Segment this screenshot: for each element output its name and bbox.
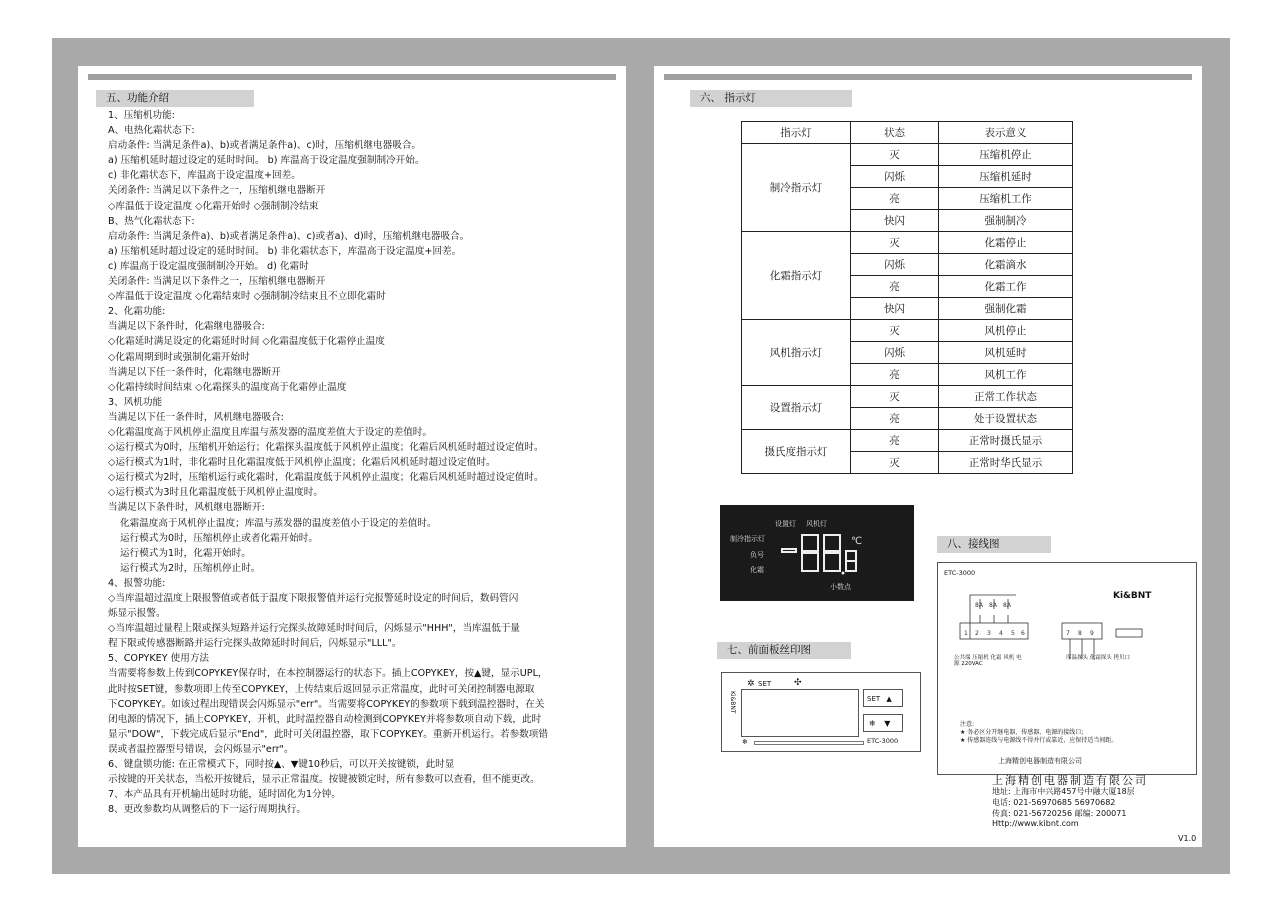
svg-text:6: 6 [1021, 630, 1025, 637]
function-text [108, 108, 628, 817]
svg-text:3: 3 [987, 630, 991, 637]
text-line: 8、更改参数均从调整后的下一运行周期执行。 [108, 804, 306, 816]
indicator-meaning: 压缩机延时 [939, 166, 1073, 188]
display-panel-diagram [720, 505, 914, 601]
indicator-name: 设置指示灯 [742, 386, 851, 430]
set-up-button [863, 689, 903, 707]
indicator-state: 亮 [851, 188, 939, 210]
text-line: 当需要将参数上传到COPYKEY保存时，在本控制器运行的状态下。插上COPYKEY，按▲键，显示UPL， [108, 668, 548, 680]
text-line: 启动条件: 当满足条件a)、b)或者满足条件a)、c)时，压缩机继电器吸合。 [108, 140, 421, 152]
wiring-company: 上海精创电器制造有限公司 [998, 757, 1082, 765]
snowflake-icon: ❄ [869, 719, 876, 728]
wiring-diagram [937, 562, 1197, 775]
text-line: 4、报警功能: [108, 577, 166, 589]
text-line: ◇库温低于设定温度 ◇化霜开始时 ◇强制制冷结束 [108, 200, 319, 212]
text-line: 显示"DOW"，下载完成后显示"End"，此时可关闭温控器，取下COPYKEY。重新开机运行。若参数项错 [108, 728, 548, 740]
text-line: 启动条件: 当满足条件a)、b)或者满足条件a)、c)或者a)、d)时，压缩机继电器吸合。 [108, 230, 470, 242]
text-line: B、热气化霜状态下: [108, 215, 195, 227]
indicator-state: 闪烁 [851, 166, 939, 188]
text-line: 1、压缩机功能: [108, 110, 175, 121]
wiring-lines [958, 585, 1188, 695]
text-line: ◇当库温超过温度上限报警值或者低于温度下限报警值并运行完报警延时设定的时间后，数码管闪 [108, 593, 519, 604]
label-negative: 负号 [750, 551, 764, 559]
text-line: ◇化霜周期到时或强制化霜开始时 [108, 351, 250, 363]
footer-url: Http://www.kibnt.com [992, 819, 1079, 828]
indicator-meaning: 强制制冷 [939, 210, 1073, 232]
indicator-state: 灭 [851, 386, 939, 408]
note-2: ★ 传感器连线与电源线不得并行或靠近，应保持适当间距。 [960, 737, 1118, 744]
right-page [654, 66, 1202, 847]
sun-icon: ✲ [747, 679, 755, 689]
note-1: ★ 务必区分开继电器、传感器、电源的接线口; [960, 729, 1084, 736]
indicator-state: 亮 [851, 430, 939, 452]
text-line: ◇化霜温度高于风机停止温度且库温与蒸发器的温度差值大于设定的差值时。 [108, 426, 432, 438]
text-line: 当满足以下任一条件时，化霜继电器断开 [108, 366, 281, 378]
svg-text:5: 5 [1011, 630, 1015, 637]
label-copy-port: 拷贝口 [1113, 655, 1131, 661]
indicator-name: 化霜指示灯 [742, 232, 851, 320]
indicator-name: 制冷指示灯 [742, 144, 851, 232]
text-line: ◇化霜延时满足设定的化霜延时时间 ◇化霜温度低于化霜停止温度 [108, 336, 385, 348]
label-decimal: 小数点 [830, 583, 851, 591]
footer-address: 地址: 上海市中兴路457号中融大厦18层 [992, 787, 1135, 796]
label-compressor: 压缩机 [972, 655, 989, 661]
indicator-meaning: 正常工作状态 [939, 386, 1073, 408]
text-line: 闭电源的情况下，插上COPYKEY，开机，此时温控器自动检测到COPYKEY并将参数项自动下载，此时 [108, 713, 542, 725]
label-defrost: 化霜 [750, 566, 764, 574]
seven-segment-digits [780, 531, 863, 577]
up-arrow-icon: ▲ [886, 695, 892, 703]
text-line: 6、键盘锁功能: 在正常模式下，同时按▲、▼键10秒后，可以开关按键锁，此时显 [108, 759, 455, 771]
table-row [742, 144, 1073, 166]
text-line: 关闭条件: 当满足以下条件之一，压缩机继电器断开 [108, 276, 326, 288]
svg-text:8: 8 [1078, 630, 1082, 637]
front-panel-diagram [721, 672, 921, 752]
label-room-probe: 库温探头 [1066, 655, 1089, 661]
text-line: c) 非化霜状态下，库温高于设定温度+回差。 [108, 170, 301, 182]
header-state: 状态 [851, 122, 939, 144]
indicator-state: 灭 [851, 320, 939, 342]
text-line: 烁显示报警。 [108, 608, 166, 620]
text-line: ◇运行模式为1时，非化霜时且化霜温度低于风机停止温度；化霜后风机延时超过设定值时。 [108, 457, 496, 469]
text-line: 下COPYKEY。如该过程出现错误会闪烁显示"err"。当需要将COPYKEY的参数项下载到温控器时，在关 [108, 698, 545, 710]
svg-text:8A: 8A [1003, 602, 1011, 609]
front-set-label: SET [758, 680, 772, 688]
svg-text:4: 4 [999, 630, 1003, 637]
indicator-table [741, 121, 1073, 474]
text-line: 当满足以下条件时，化霜继电器吸合: [108, 321, 265, 333]
text-line: a) 压缩机延时超过设定的延时时间。 b) 库温高于设定温度强制制冷开始。 [108, 155, 425, 167]
down-arrow-icon: ▼ [884, 719, 891, 728]
table-row [742, 430, 1073, 452]
indicator-meaning: 正常时华氏显示 [939, 452, 1073, 474]
note-title: 注意: [960, 721, 975, 728]
table-row [742, 320, 1073, 342]
indicator-meaning: 化霜停止 [939, 232, 1073, 254]
indicator-state: 亮 [851, 276, 939, 298]
fan-icon: ✣ [794, 678, 802, 688]
section-7-title: 七、前面板丝印图 [717, 642, 851, 659]
wiring-model: ETC-3000 [944, 569, 976, 577]
text-line: c) 库温高于设定温度强制制冷开始。 d) 化霜时 [108, 260, 309, 272]
snowflake-small-icon: ❄ [742, 738, 748, 746]
indicator-state: 灭 [851, 232, 939, 254]
label-cool-light: 制冷指示灯 [730, 535, 765, 543]
indicator-meaning: 强制化霜 [939, 298, 1073, 320]
label-fan-light: 风机灯 [806, 520, 827, 528]
label-common: 公共端 [954, 655, 971, 661]
indicator-name: 摄氏度指示灯 [742, 430, 851, 474]
svg-text:8A: 8A [975, 602, 983, 609]
text-line: 7、本产品具有开机输出延时功能，延时固化为1分钟。 [108, 789, 341, 801]
text-line: 程下限或传感器断路并运行完探头故障延时时间后，闪烁显示"LLL"。 [108, 638, 402, 650]
label-fan: 风机 [1003, 655, 1015, 661]
svg-text:8A: 8A [989, 602, 997, 609]
indicator-state: 快闪 [851, 210, 939, 232]
indicator-meaning: 正常时摄氏显示 [939, 430, 1073, 452]
indicator-meaning: 风机停止 [939, 320, 1073, 342]
text-line: 运行模式为1时，化霜开始时。 [120, 547, 251, 559]
indicator-state: 亮 [851, 408, 939, 430]
left-page [78, 66, 626, 847]
header-meaning: 表示意义 [939, 122, 1073, 144]
text-line: 误或者温控器型号错误，会闪烁显示"err"。 [108, 743, 294, 755]
section-8-title: 八、接线图 [937, 536, 1051, 553]
text-line: 示按键的开关状态，当松开按键后，显示正常温度。按键被锁定时，所有参数可以查看，但不能更改。 [108, 774, 540, 786]
indicator-meaning: 风机工作 [939, 364, 1073, 386]
footer-company: 上海精创电器制造有限公司 [992, 774, 1148, 787]
label-defrost: 化霜 [990, 655, 1002, 661]
indicator-meaning: 压缩机停止 [939, 144, 1073, 166]
indicator-state: 灭 [851, 144, 939, 166]
defrost-down-button [863, 714, 903, 732]
terminal-labels [954, 655, 1026, 667]
svg-text:9: 9 [1090, 630, 1094, 637]
text-line: ◇运行模式为2时，压缩机运行或化霜时，化霜温度低于风机停止温度；化霜后风机延时超过设定值时。 [108, 472, 544, 484]
indicator-state: 亮 [851, 364, 939, 386]
text-line: 3、风机功能 [108, 396, 163, 408]
label-set-light: 设置灯 [775, 520, 796, 528]
indicator-state: 闪烁 [851, 254, 939, 276]
top-rule [664, 74, 1192, 80]
indicator-meaning: 处于设置状态 [939, 408, 1073, 430]
text-line: ◇库温低于设定温度 ◇化霜结束时 ◇强制制冷结束且不立即化霜时 [108, 291, 386, 303]
text-line: 2、化霜功能: [108, 306, 166, 318]
table-header-row [742, 122, 1073, 144]
text-line: 5、COPYKEY 使用方法 [108, 653, 210, 665]
text-line: 化霜温度高于风机停止温度；库温与蒸发器的温度差值小于设定的差值时。 [120, 517, 437, 529]
label-power: 电源 220VAC [954, 655, 1022, 667]
label-defrost-probe: 化霜探头 [1089, 655, 1112, 661]
text-line: 关闭条件: 当满足以下条件之一，压缩机继电器断开 [108, 185, 326, 197]
table-row [742, 232, 1073, 254]
text-line: 当满足以下条件时，风机继电器断开: [108, 502, 265, 514]
indicator-meaning: 化霜滴水 [939, 254, 1073, 276]
top-rule [88, 74, 616, 80]
text-line: ◇当库温超过量程上限或探头短路并运行完探头故障延时时间后，闪烁显示"HHH"，当库温低于量 [108, 623, 521, 635]
celsius-symbol: ℃ [851, 536, 863, 547]
text-line: ◇运行模式为3时且化霜温度低于风机停止温度时。 [108, 487, 323, 499]
set-button-label: SET [867, 695, 881, 703]
indicator-state: 快闪 [851, 298, 939, 320]
text-line: 当满足以下任一条件时，风机继电器吸合: [108, 411, 284, 423]
svg-text:7: 7 [1066, 630, 1070, 637]
footer-fax: 传真: 021-56720256 邮编: 200071 [992, 809, 1127, 818]
text-line: 运行模式为0时，压缩机停止或者化霜开始时。 [120, 532, 318, 544]
indicator-state: 灭 [851, 452, 939, 474]
indicator-meaning: 压缩机工作 [939, 188, 1073, 210]
svg-text:2: 2 [975, 630, 979, 637]
text-line: A、电热化霜状态下: [108, 125, 195, 137]
footer-phone: 电话: 021-56970685 56970682 [992, 798, 1116, 807]
indicator-meaning: 风机延时 [939, 342, 1073, 364]
section-6-title: 六、 指示灯 [690, 90, 852, 107]
wiring-brand: Ki&BNT [1113, 591, 1152, 601]
header-indicator: 指示灯 [742, 122, 851, 144]
indicator-state: 闪烁 [851, 342, 939, 364]
front-model: ETC-3000 [867, 737, 899, 745]
section-5-title: 五、功能介绍 [96, 90, 254, 107]
display-window [741, 689, 859, 737]
version-label: V1.0 [1178, 834, 1197, 843]
slot [754, 741, 864, 745]
table-row [742, 386, 1073, 408]
front-brand: Ki&BNT [729, 691, 736, 714]
indicator-meaning: 化霜工作 [939, 276, 1073, 298]
text-line: 运行模式为2时，压缩机停止时。 [120, 562, 261, 574]
indicator-name: 风机指示灯 [742, 320, 851, 386]
text-line: ◇化霜持续时间结束 ◇化霜探头的温度高于化霜停止温度 [108, 381, 347, 393]
text-line: a) 压缩机延时超过设定的延时时间。 b) 非化霜状态下，库温高于设定温度+回差。 [108, 245, 462, 257]
text-line: 此时按SET键，参数项即上传至COPYKEY，上传结束后返回显示正常温度，此时可关闭控制器电源取 [108, 683, 535, 695]
wiring-notes [960, 721, 1190, 745]
text-line: ◇运行模式为0时，压缩机开始运行；化霜探头温度低于风机停止温度；化霜后风机延时超过设定值时。 [108, 442, 544, 454]
probe-labels [1066, 655, 1176, 661]
svg-text:1: 1 [964, 630, 968, 637]
